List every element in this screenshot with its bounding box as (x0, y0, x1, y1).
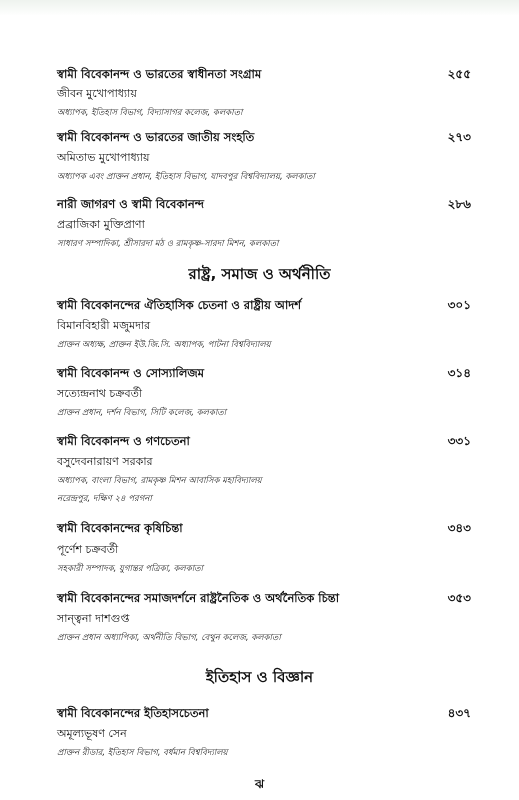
entry-title: স্বামী বিবেকানন্দ ও ভারতের জাতীয় সংহতি (57, 130, 255, 144)
entry-author: প্রব্রাজিকা মুক্তিপ্রাণা (57, 218, 145, 231)
section-heading: রাষ্ট্র, সমাজ ও অর্থনীতি (188, 265, 331, 283)
entry-title: স্বামী বিবেকানন্দ ও গণচেতনা (57, 434, 190, 448)
entry-page-number: ৪৩৭ (447, 706, 471, 720)
entry-author: বসুদেবনারায়ণ সরকার (57, 455, 153, 468)
section-heading: ইতিহাস ও বিজ্ঞান (205, 668, 314, 686)
entry-author: অমূল্যভূষণ সেন (57, 727, 127, 740)
entry-author: সান্ত্বনা দাশগুপ্ত (57, 612, 130, 625)
entry-author: সত্যেন্দ্রনাথ চক্রবর্তী (57, 387, 143, 400)
entry-author: অমিতাভ মুখোপাধ্যায় (57, 151, 150, 164)
entry-page-number: ৩৩১ (447, 434, 471, 448)
entry-page-number: ২৭৩ (447, 130, 471, 144)
entry-affiliation: নরেন্দ্রপুর, দক্ষিণ ২৪ পরগনা (57, 494, 152, 504)
entry-page-number: ৩১৪ (447, 366, 471, 380)
entry-affiliation: অধ্যাপক, বাংলা বিভাগ, রামকৃষ্ণ মিশন আবাসিক মহাবিদ্যালয় (57, 476, 262, 486)
top-edge-tint (0, 0, 519, 16)
entry-affiliation: প্রাক্তন প্রধান অধ্যাপিকা, অর্থনীতি বিভাগ, বেথুন কলেজ, কলকাতা (57, 633, 281, 643)
entry-title: স্বামী বিবেকানন্দের সমাজদর্শনে রাষ্ট্রনৈতিক ও অর্থনৈতিক চিন্তা (57, 591, 340, 605)
entry-title: স্বামী বিবেকানন্দের ইতিহাসচেতনা (57, 706, 209, 720)
entry-affiliation: অধ্যাপক এবং প্রাক্তন প্রধান, ইতিহাস বিভাগ, যাদবপুর বিশ্ববিদ্যালয়, কলকাতা (57, 172, 315, 182)
entry-affiliation: সহকারী সম্পাদক, যুগান্তর পত্রিকা, কলকাতা (57, 564, 204, 574)
entry-page-number: ৩৫৩ (447, 591, 471, 605)
entry-title: স্বামী বিবেকানন্দের ঐতিহাসিক চেতনা ও রাষ্ট্রীয় আদর্শ (57, 298, 302, 312)
entry-title: স্বামী বিবেকানন্দ ও ভারতের স্বাধীনতা সংগ্রাম (57, 67, 262, 81)
entry-title: স্বামী বিবেকানন্দের কৃষিচিন্তা (57, 521, 183, 535)
entry-author: জীবন মুখোপাধ্যায় (57, 87, 137, 100)
entry-affiliation: প্রাক্তন প্রধান, দর্শন বিভাগ, সিটি কলেজ, কলকাতা (57, 408, 227, 418)
entry-page-number: ২৮৬ (447, 197, 471, 211)
entry-affiliation: প্রাক্তন অধ্যক্ষ, প্রাক্তন ইউ.জি.সি. অধ্যাপক, পাটনা বিশ্ববিদ্যালয় (57, 340, 271, 350)
entry-title: স্বামী বিবেকানন্দ ও সোস্যালিজম (57, 366, 205, 380)
entry-affiliation: প্রাক্তন রীডার, ইতিহাস বিভাগ, বর্ধমান বিশ্ববিদ্যালয় (57, 748, 228, 758)
entry-title: নারী জাগরণ ও স্বামী বিবেকানন্দ (57, 197, 204, 211)
entry-page-number: ৩০১ (447, 298, 471, 312)
entry-page-number: ৩৪৩ (447, 521, 471, 535)
page-folio: ঝ (254, 777, 265, 791)
entry-author: বিমানবিহারী মজুমদার (57, 319, 151, 332)
entry-page-number: ২৫৫ (447, 67, 471, 81)
entry-affiliation: অধ্যাপক, ইতিহাস বিভাগ, বিদ্যাসাগর কলেজ, কলকাতা (57, 108, 243, 118)
entry-author: পূর্ণেশ চক্রবর্তী (57, 543, 119, 556)
entry-affiliation: সাধারণ সম্পাদিকা, শ্রীসারদা মঠ ও রামকৃষ্ণ-সারদা মিশন, কলকাতা (57, 239, 279, 249)
